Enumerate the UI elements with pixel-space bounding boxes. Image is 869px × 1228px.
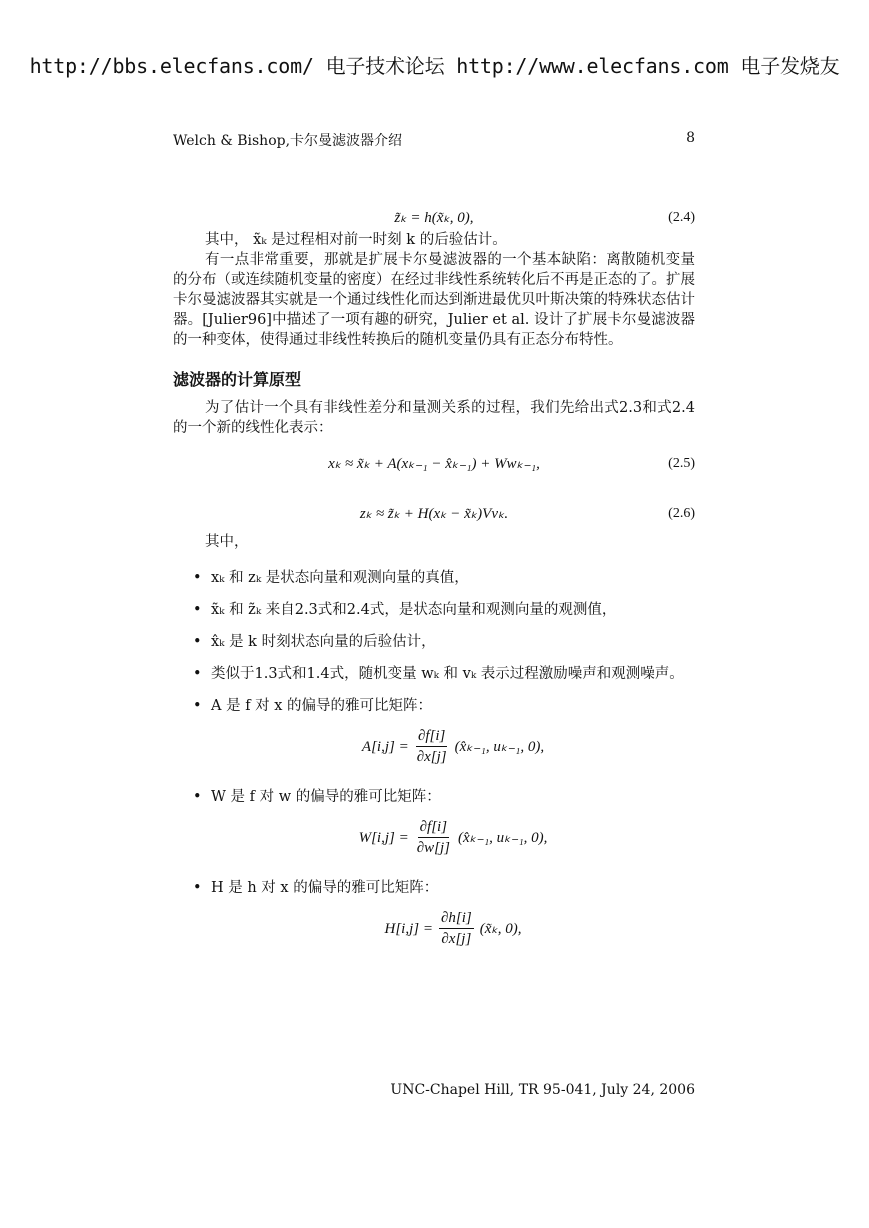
fraction-denominator: ∂x[j]: [441, 931, 472, 947]
fraction-denominator: ∂x[j]: [416, 749, 447, 765]
fraction: [439, 908, 474, 949]
formula-lhs: A[i,j] =: [361, 738, 409, 755]
list-item: [173, 787, 695, 858]
equation-2-5: [173, 452, 695, 476]
definition-list: [173, 568, 695, 949]
jacobian-h-formula: [211, 908, 695, 949]
list-item: • 类似于1.3式和1.4式，随机变量 wₖ 和 vₖ 表示过程激励噪声和观测噪声。: [173, 664, 695, 684]
running-head-title: Welch & Bishop,卡尔曼滤波器介绍: [173, 133, 403, 149]
equation-text: z̃ₖ = h(x̃ₖ, 0),: [394, 210, 474, 226]
equation-2-6: [173, 502, 695, 526]
list-item-text: A 是 f 对 x 的偏导的雅可比矩阵：: [211, 698, 433, 714]
section-heading: 滤波器的计算原型: [173, 370, 302, 389]
list-item: • x̂ₖ 是 k 时刻状态向量的后验估计，: [173, 632, 695, 652]
watermark-banner: http://bbs.elecfans.com/ 电子技术论坛 http://www.elecfans.com 电子发烧友: [29, 54, 840, 78]
list-item-text: H 是 h 对 x 的偏导的雅可比矩阵：: [211, 880, 439, 896]
list-item-text: W 是 f 对 w 的偏导的雅可比矩阵：: [211, 789, 441, 805]
jacobian-a-formula: [211, 726, 695, 767]
fraction-numerator: ∂f[i]: [416, 726, 447, 747]
fraction-denominator: ∂w[j]: [416, 840, 450, 856]
formula-rhs: (x̂ₖ₋₁, uₖ₋₁, 0),: [454, 738, 545, 755]
paragraph-ekf-flaw: 有一点非常重要，那就是扩展卡尔曼滤波器的一个基本缺陷：离散随机变量的分布（或连续随机变量的密度）在经过非线性系统转化后不再是正态的了。扩展卡尔曼滤波器其实就是一个通过线性化而达到渐进最优贝叶斯决策的特殊状态估计器。[Julier96]中描述了一项有趣的研究，Julier et al. 设计了扩展卡尔曼滤波器的一种变体，使得通过非线性转换后的随机变量仍具有正态分布特性。: [173, 252, 695, 348]
page-footer: UNC-Chapel Hill, TR 95-041, July 24, 2006: [390, 1082, 695, 1098]
list-item: [173, 878, 695, 949]
fraction-numerator: ∂f[i]: [418, 817, 449, 838]
fraction: [415, 726, 449, 767]
formula-lhs: H[i,j] =: [384, 920, 433, 937]
equation-text: zₖ ≈ z̃ₖ + H(xₖ − x̃ₖ)Vvₖ.: [359, 506, 509, 522]
page-number: 8: [686, 130, 695, 146]
formula-lhs: W[i,j] =: [358, 829, 409, 846]
equation-number: (2.6): [668, 506, 695, 521]
fraction: [415, 817, 452, 858]
list-item: • x̃ₖ 和 z̃ₖ 来自2.3式和2.4式，是状态向量和观测向量的观测值，: [173, 600, 695, 620]
jacobian-w-formula: [211, 817, 695, 858]
fraction-numerator: ∂h[i]: [439, 908, 474, 929]
formula-rhs: (x̃ₖ, 0),: [479, 920, 522, 937]
list-item: • xₖ 和 zₖ 是状态向量和观测向量的真值，: [173, 568, 695, 588]
list-item: [173, 696, 695, 767]
equation-number: (2.5): [668, 456, 695, 471]
equation-number: (2.4): [668, 210, 695, 225]
paragraph-linearization: 为了估计一个具有非线性差分和量测关系的过程，我们先给出式2.3和式2.4的一个新的线性化表示：: [173, 400, 695, 436]
formula-rhs: (x̂ₖ₋₁, uₖ₋₁, 0),: [457, 829, 548, 846]
equation-2-4: [173, 206, 695, 230]
paragraph-posterior: 其中， x̃ₖ 是过程相对前一时刻 k 的后验估计。: [205, 232, 507, 248]
equation-text: xₖ ≈ x̃ₖ + A(xₖ₋₁ − x̂ₖ₋₁) + Wwₖ₋₁,: [328, 456, 540, 472]
paragraph-where: 其中，: [205, 534, 249, 550]
running-head: [173, 130, 695, 150]
page-body: [173, 206, 695, 969]
